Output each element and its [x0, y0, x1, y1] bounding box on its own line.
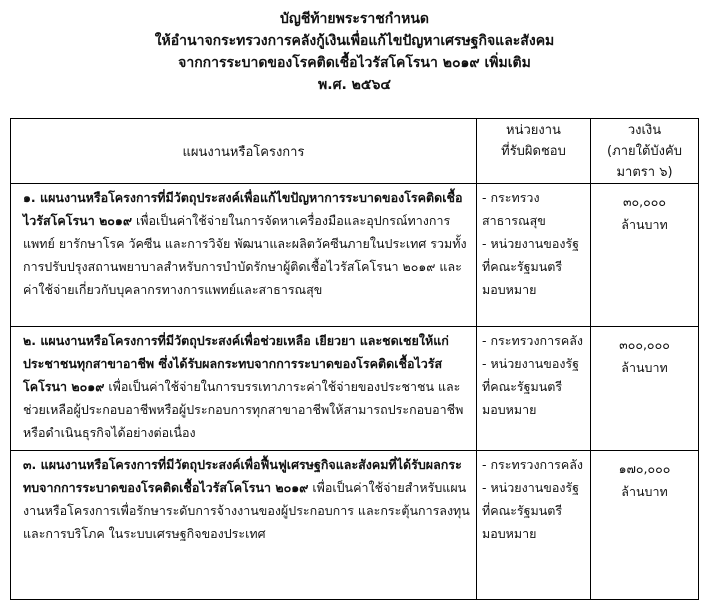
plan-description: เพื่อเป็นค่าใช้จ่ายในการจัดหาเครื่องมือและอุปกรณ์ทางการแพทย์ ยารักษาโรค วัคซีน และการวิจัย พัฒนาและผลิตวัคซีนภายในประเทศ รวมทั้งการปรับปรุงสถานพยาบาลสำหรับการบำบัดรักษาผู้ติดเชื้อไวรัสโคโรนา ๒๐๑๙ และค่าใช้จ่ายเกี่ยวกับบุคลากรทางการแพทย์และสาธารณสุข — [23, 213, 467, 297]
budget-cell — [591, 451, 699, 600]
title-line-3: จากการระบาดของโรคติดเชื้อไวรัสโคโรนา ๒๐๑๙ เพิ่มเติม — [178, 55, 531, 71]
agency-line: มอบหมาย — [482, 402, 537, 417]
budget-unit: ล้านบาท — [621, 484, 668, 499]
column-header-budget — [591, 119, 699, 184]
plan-description: เพื่อเป็นค่าใช้จ่ายในการบรรเทาภาระค่าใช้จ่ายของประชาชน และช่วยเหลือผู้ประกอบอาชีพหรือผู้ประกอบการทุกสาขาอาชีพให้สามารถประกอบอาชีพหรือดำเนินธุรกิจได้อย่างต่อเนื่อง — [23, 379, 464, 440]
budget-amount: ๓๐,๐๐๐ — [622, 194, 667, 209]
agency-line: - กระทรวงการคลัง — [482, 457, 583, 472]
column-header-budget-line3: มาตรา ๖) — [616, 165, 673, 180]
agency-line: มอบหมาย — [482, 526, 537, 541]
plan-title: ๑. แผนงานหรือโครงการที่มีวัตถุประสงค์เพื่อแก้ไขปัญหาการระบาดของโรคติดเชื้อไวรัสโคโรนา ๒๐๑๙ — [23, 190, 463, 228]
plan-title: ๓. แผนงานหรือโครงการที่มีวัตถุประสงค์เพื่อฟื้นฟูเศรษฐกิจและสังคมที่ได้รับผลกระทบจากการระบาดของโรคติดเชื้อไวรัสโคโรนา ๒๐๑๙ — [23, 457, 462, 495]
agency-line: ที่คณะรัฐมนตรี — [482, 379, 563, 394]
column-header-budget-line1: วงเงิน — [627, 123, 662, 138]
agency-line: - หน่วยงานของรัฐ — [482, 236, 580, 251]
agency-line: ที่คณะรัฐมนตรี — [482, 259, 563, 274]
plan-title: ๒. แผนงานหรือโครงการที่มีวัตถุประสงค์เพื่อช่วยเหลือ เยียวยา และชดเชยให้แก่ประชาชนทุกสาขาอาชีพ ซึ่งได้รับผลกระทบจากการระบาดของโรคติดเชื้อไวรัสโคโรนา ๒๐๑๙ — [23, 333, 449, 394]
budget-amount: ๓๐๐,๐๐๐ — [619, 337, 670, 352]
agency-line: - กระทรวงการคลัง — [482, 333, 583, 348]
agency-line: สาธารณสุข — [482, 213, 546, 228]
column-header-plan: แผนงานหรือโครงการ — [11, 119, 477, 184]
plan-cell — [11, 184, 477, 327]
agency-cell — [477, 327, 591, 451]
agency-line: - หน่วยงานของรัฐ — [482, 480, 580, 495]
table-header-row — [11, 119, 699, 184]
budget-cell — [591, 327, 699, 451]
table-row — [11, 451, 699, 600]
budget-unit: ล้านบาท — [621, 360, 668, 375]
column-header-agency-line1: หน่วยงาน — [506, 123, 561, 138]
agency-line: - หน่วยงานของรัฐ — [482, 356, 580, 371]
plan-cell — [11, 327, 477, 451]
agency-cell — [477, 184, 591, 327]
plan-cell — [11, 451, 477, 600]
column-header-agency-line2: ที่รับผิดชอบ — [501, 144, 566, 159]
column-header-budget-line2: (ภายใต้บังคับ — [607, 144, 682, 159]
agency-line: ที่คณะรัฐมนตรี — [482, 503, 563, 518]
agency-line: มอบหมาย — [482, 282, 537, 297]
budget-cell — [591, 184, 699, 327]
column-header-agency — [477, 119, 591, 184]
title-line-1: บัญชีท้ายพระราชกำหนด — [280, 11, 429, 27]
agency-line: - กระทรวง — [482, 190, 540, 205]
plan-description: เพื่อเป็นค่าใช้จ่ายสำหรับแผนงานหรือโครงการเพื่อรักษาระดับการจ้างงานของผู้ประกอบการ และกระตุ้นการลงทุนและการบริโภค ในระบบเศรษฐกิจของประเทศ — [23, 480, 470, 541]
table-row — [11, 327, 699, 451]
title-line-2: ให้อำนาจกระทรวงการคลังกู้เงินเพื่อแก้ไขปัญหาเศรษฐกิจและสังคม — [154, 33, 555, 49]
agency-cell — [477, 451, 591, 600]
budget-unit: ล้านบาท — [621, 217, 668, 232]
plan-table — [10, 118, 699, 600]
budget-amount: ๑๗๐,๐๐๐ — [618, 461, 671, 476]
title-line-4: พ.ศ. ๒๕๖๔ — [318, 77, 391, 93]
table-row — [11, 184, 699, 327]
